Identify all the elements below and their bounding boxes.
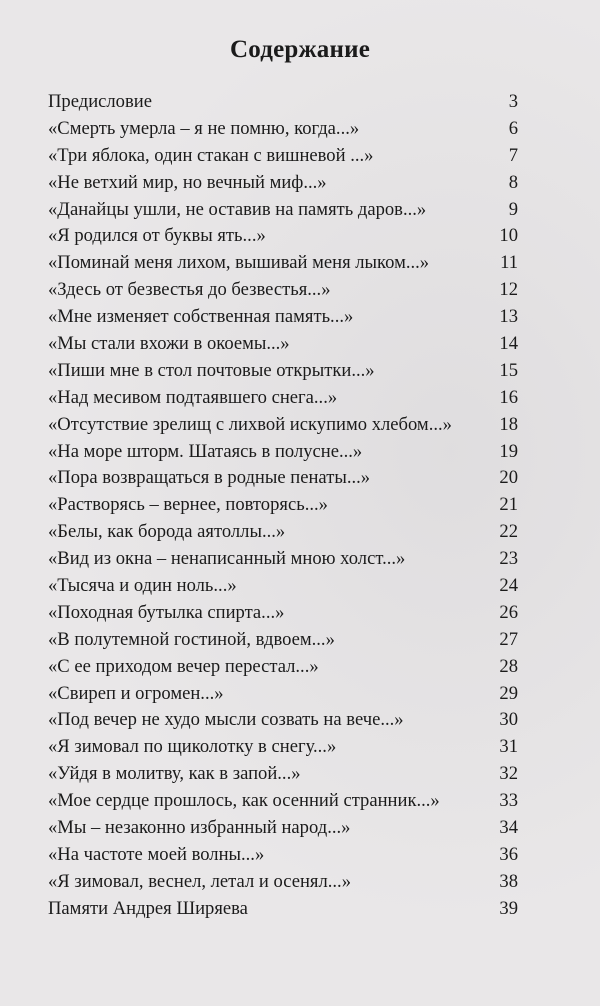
toc-entry-page-number: 24 bbox=[499, 575, 518, 597]
toc-entry-title: «Я зимовал, веснел, летал и осенял...» bbox=[48, 870, 351, 892]
toc-entry-title: Памяти Андрея Ширяева bbox=[48, 897, 248, 919]
toc-entry bbox=[48, 546, 518, 573]
toc-entry bbox=[48, 277, 518, 304]
toc-entry-page-number: 31 bbox=[499, 736, 518, 758]
toc-entry bbox=[48, 385, 518, 412]
toc-entry-title: «Походная бутылка спирта...» bbox=[48, 601, 285, 623]
toc-entry-title: «Вид из окна – ненаписанный мною холст...» bbox=[48, 548, 406, 570]
toc-entry bbox=[48, 223, 518, 250]
toc-entry bbox=[48, 116, 518, 143]
toc-entry bbox=[48, 519, 518, 546]
toc-entry-title: «Над месивом подтаявшего снега...» bbox=[48, 386, 338, 408]
toc-entry-page-number: 39 bbox=[499, 897, 518, 919]
toc-entry-page-number: 33 bbox=[499, 790, 518, 812]
toc-entry bbox=[48, 815, 518, 842]
toc-entry-page-number: 11 bbox=[500, 252, 518, 274]
toc-entry-title: «Мне изменяет собственная память...» bbox=[48, 306, 354, 328]
toc-entry-page-number: 7 bbox=[508, 144, 518, 166]
toc-entry-title: «Мы – незаконно избранный народ...» bbox=[48, 817, 351, 839]
toc-entry-page-number: 14 bbox=[499, 333, 518, 355]
toc-entry bbox=[48, 627, 518, 654]
toc-entry bbox=[48, 707, 518, 734]
toc-entry-page-number: 18 bbox=[499, 413, 518, 435]
toc-entry-title: «На море шторм. Шатаясь в полусне...» bbox=[48, 440, 363, 462]
toc-entry-page-number: 9 bbox=[508, 198, 518, 220]
toc-entry bbox=[48, 358, 518, 385]
toc-entry-title: «Данайцы ушли, не оставив на память даров...» bbox=[48, 198, 427, 220]
toc-entry bbox=[48, 788, 518, 815]
toc-entry-page-number: 19 bbox=[499, 440, 518, 462]
toc-entry bbox=[48, 250, 518, 277]
toc-entry-page-number: 23 bbox=[499, 548, 518, 570]
toc-entry bbox=[48, 896, 518, 923]
toc-entry-page-number: 10 bbox=[499, 225, 518, 247]
toc-entry bbox=[48, 412, 518, 439]
toc-entry-page-number: 34 bbox=[499, 817, 518, 839]
toc-entry-page-number: 16 bbox=[499, 386, 518, 408]
toc-entry bbox=[48, 170, 518, 197]
toc-entry-title: «С ее приходом вечер перестал...» bbox=[48, 655, 319, 677]
toc-entry-title: «Здесь от безвестья до безвестья...» bbox=[48, 279, 331, 301]
toc-entry-page-number: 22 bbox=[499, 521, 518, 543]
toc-entry bbox=[48, 89, 518, 116]
toc-entry bbox=[48, 761, 518, 788]
toc-entry-title: «Свиреп и огромен...» bbox=[48, 682, 224, 704]
toc-entry-title: «Не ветхий мир, но вечный миф...» bbox=[48, 171, 327, 193]
toc-entry bbox=[48, 331, 518, 358]
toc-entry-page-number: 12 bbox=[499, 279, 518, 301]
toc-entry-page-number: 26 bbox=[499, 601, 518, 623]
toc-entry-page-number: 6 bbox=[508, 117, 518, 139]
toc-entry-page-number: 8 bbox=[508, 171, 518, 193]
toc-entry-title: «Под вечер не худо мысли созвать на вече...» bbox=[48, 709, 404, 731]
toc-entry bbox=[48, 304, 518, 331]
toc-entry-page-number: 20 bbox=[499, 467, 518, 489]
toc-entry-page-number: 29 bbox=[499, 682, 518, 704]
toc-entry bbox=[48, 439, 518, 466]
toc-entry-title: «Поминай меня лихом, вышивай меня лыком...» bbox=[48, 252, 430, 274]
toc-entry bbox=[48, 842, 518, 869]
toc-entry-title: «Тысяча и один ноль...» bbox=[48, 575, 237, 597]
toc-entry-title: «Мы стали вхожи в окоемы...» bbox=[48, 333, 290, 355]
toc-entry-title: Предисловие bbox=[48, 91, 152, 112]
toc-entry-title: «Растворясь – вернее, повторясь...» bbox=[48, 494, 328, 516]
toc-entry-page-number: 21 bbox=[499, 494, 518, 516]
toc-entry-title: «Пора возвращаться в родные пенаты...» bbox=[48, 467, 371, 489]
toc-entry-page-number: 38 bbox=[499, 870, 518, 892]
toc-entry bbox=[48, 143, 518, 170]
toc-entry bbox=[48, 869, 518, 896]
toc-entry-title: «Отсутствие зрелищ с лихвой искупимо хлебом...» bbox=[48, 413, 452, 435]
table-of-contents bbox=[48, 89, 518, 923]
toc-entry-page-number: 30 bbox=[499, 709, 518, 731]
toc-entry-title: «Мое сердце прошлось, как осенний странник...» bbox=[48, 790, 440, 812]
toc-entry bbox=[48, 600, 518, 627]
toc-entry-title: «Смерть умерла – я не помню, когда...» bbox=[48, 117, 360, 139]
page-title: Содержание bbox=[229, 36, 370, 63]
toc-entry bbox=[48, 573, 518, 600]
toc-entry bbox=[48, 681, 518, 708]
toc-entry-page-number: 32 bbox=[499, 763, 518, 785]
toc-entry-title: «В полутемной гостиной, вдвоем...» bbox=[48, 628, 335, 650]
toc-entry-page-number: 36 bbox=[499, 843, 518, 865]
toc-entry bbox=[48, 734, 518, 761]
toc-entry bbox=[48, 654, 518, 681]
toc-entry bbox=[48, 492, 518, 519]
toc-entry-title: «Белы, как борода аятоллы...» bbox=[48, 521, 286, 543]
toc-entry bbox=[48, 465, 518, 492]
toc-entry bbox=[48, 197, 518, 224]
toc-entry-page-number: 3 bbox=[508, 91, 518, 112]
toc-entry-page-number: 15 bbox=[499, 359, 518, 381]
toc-entry-page-number: 27 bbox=[499, 628, 518, 650]
toc-entry-title: «Я зимовал по щиколотку в снегу...» bbox=[48, 736, 337, 758]
toc-entry-page-number: 28 bbox=[499, 655, 518, 677]
toc-entry-title: «Пиши мне в стол почтовые открытки...» bbox=[48, 359, 375, 381]
toc-entry-title: «Я родился от буквы ять...» bbox=[48, 225, 266, 247]
toc-entry-title: «Три яблока, один стакан с вишневой ...» bbox=[48, 144, 374, 166]
toc-entry-page-number: 13 bbox=[499, 306, 518, 328]
toc-entry-title: «На частоте моей волны...» bbox=[48, 843, 265, 865]
toc-entry-title: «Уйдя в молитву, как в запой...» bbox=[48, 763, 301, 785]
